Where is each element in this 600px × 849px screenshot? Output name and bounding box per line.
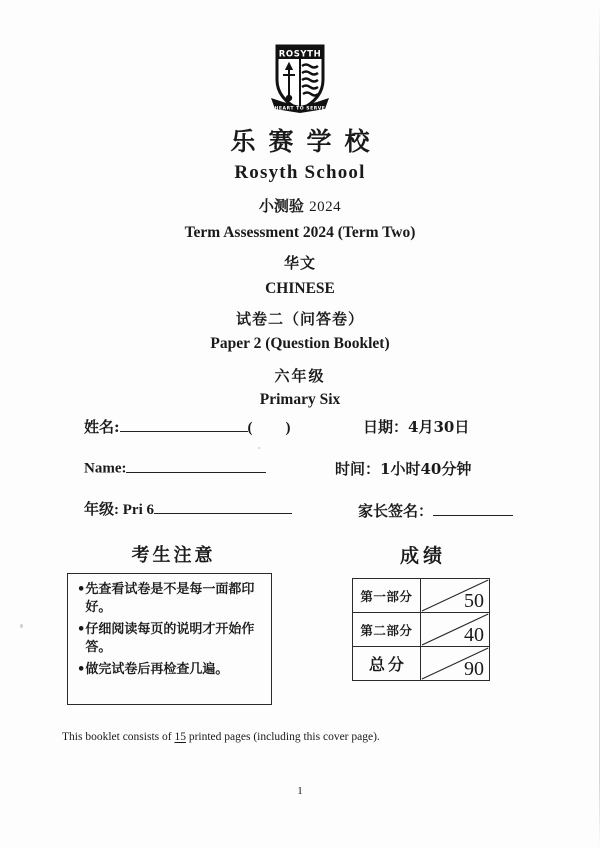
field-date (363, 416, 469, 437)
booklet-page-count-note (62, 731, 380, 743)
school-name-cn: 乐赛学校 (230, 127, 383, 156)
title-block (0, 126, 600, 411)
bullet-icon: • (77, 661, 86, 677)
marks-row-label: 第一部分 (353, 579, 421, 613)
exam-title-cn (0, 195, 600, 219)
marks-row-label: 第二部分 (353, 613, 421, 647)
field-parent-signature (358, 500, 513, 521)
parent-signature-label: 家长签名： (358, 502, 434, 520)
class-label: 年级: Pri 6 (84, 502, 154, 518)
marks-heading: 成绩 (399, 545, 446, 567)
paper-en: Paper 2 (Question Booklet) (210, 335, 390, 353)
name-cn-index-parens[interactable]: ( ) (247, 420, 300, 436)
class-input[interactable] (154, 499, 292, 514)
note-item-text: 仔细阅读每页的说明才开始作答。 (85, 621, 255, 656)
footer-text-after: printed pages (including this cover page). (185, 731, 380, 743)
note-item-text: 做完试卷后再检查几遍。 (85, 661, 229, 677)
date-value: 4月30日 (408, 418, 470, 436)
bullet-icon: • (77, 582, 86, 597)
subject-en: CHINESE (265, 279, 335, 297)
duration-label: 时间： (335, 460, 381, 478)
marks-row-value: 50 (464, 590, 484, 612)
name-en-label: Name: (84, 460, 127, 477)
page-number: 1 (297, 785, 303, 797)
marks-row-label: 总分 (353, 647, 421, 681)
name-cn-input[interactable] (120, 417, 248, 432)
note-item (77, 581, 263, 618)
field-class (84, 498, 292, 519)
marks-row-value-cell[interactable] (420, 579, 489, 613)
name-cn-label: 姓名: (84, 418, 120, 436)
marks-row-value-cell[interactable] (420, 613, 489, 647)
level-cn: 六年级 (274, 366, 326, 385)
table-row (353, 613, 490, 647)
footer-text-before: This booklet consists of (62, 731, 175, 743)
school-name-en-text: Rosyth School (234, 162, 366, 183)
scan-speck (258, 447, 260, 449)
duration-value: 1小时40分钟 (380, 460, 472, 478)
footer-page-count: 15 (174, 731, 186, 743)
crest-motto: HEART TO SERVE (274, 106, 326, 112)
marks-row-value: 40 (464, 624, 484, 646)
marks-table (352, 578, 490, 681)
field-name-cn (84, 416, 300, 437)
bullet-icon: • (77, 621, 86, 637)
exam-year: 2024 (309, 198, 342, 215)
paper-cn: 试卷二（问答卷） (235, 309, 364, 328)
table-row (353, 647, 490, 681)
notes-heading: 考生注意 (131, 545, 216, 566)
field-duration (335, 458, 471, 479)
marks-row-value: 90 (464, 658, 484, 680)
particulars-section (0, 404, 600, 524)
note-item (77, 621, 263, 658)
note-item (77, 661, 263, 679)
exam-title-cn-text: 小测验 (258, 196, 304, 215)
notes-box (67, 573, 272, 705)
subject-cn: 华文 (283, 254, 316, 272)
level-en: Primary Six (259, 390, 341, 408)
exam-title-en: Term Assessment 2024 (Term Two) (184, 223, 416, 241)
name-en-input[interactable] (126, 458, 266, 473)
crest-school-name: ROSYTH (278, 49, 322, 60)
note-item-text: 先查看试卷是不是每一面都印好。 (85, 582, 255, 616)
date-label: 日期： (363, 418, 409, 436)
table-row (353, 579, 490, 613)
parent-signature-input[interactable] (433, 501, 513, 516)
crest-icon (269, 42, 331, 114)
school-crest (0, 42, 600, 114)
scan-speck (20, 624, 23, 628)
school-name-en (0, 159, 600, 188)
marks-row-value-cell[interactable] (420, 647, 489, 681)
field-name-en (84, 458, 266, 478)
